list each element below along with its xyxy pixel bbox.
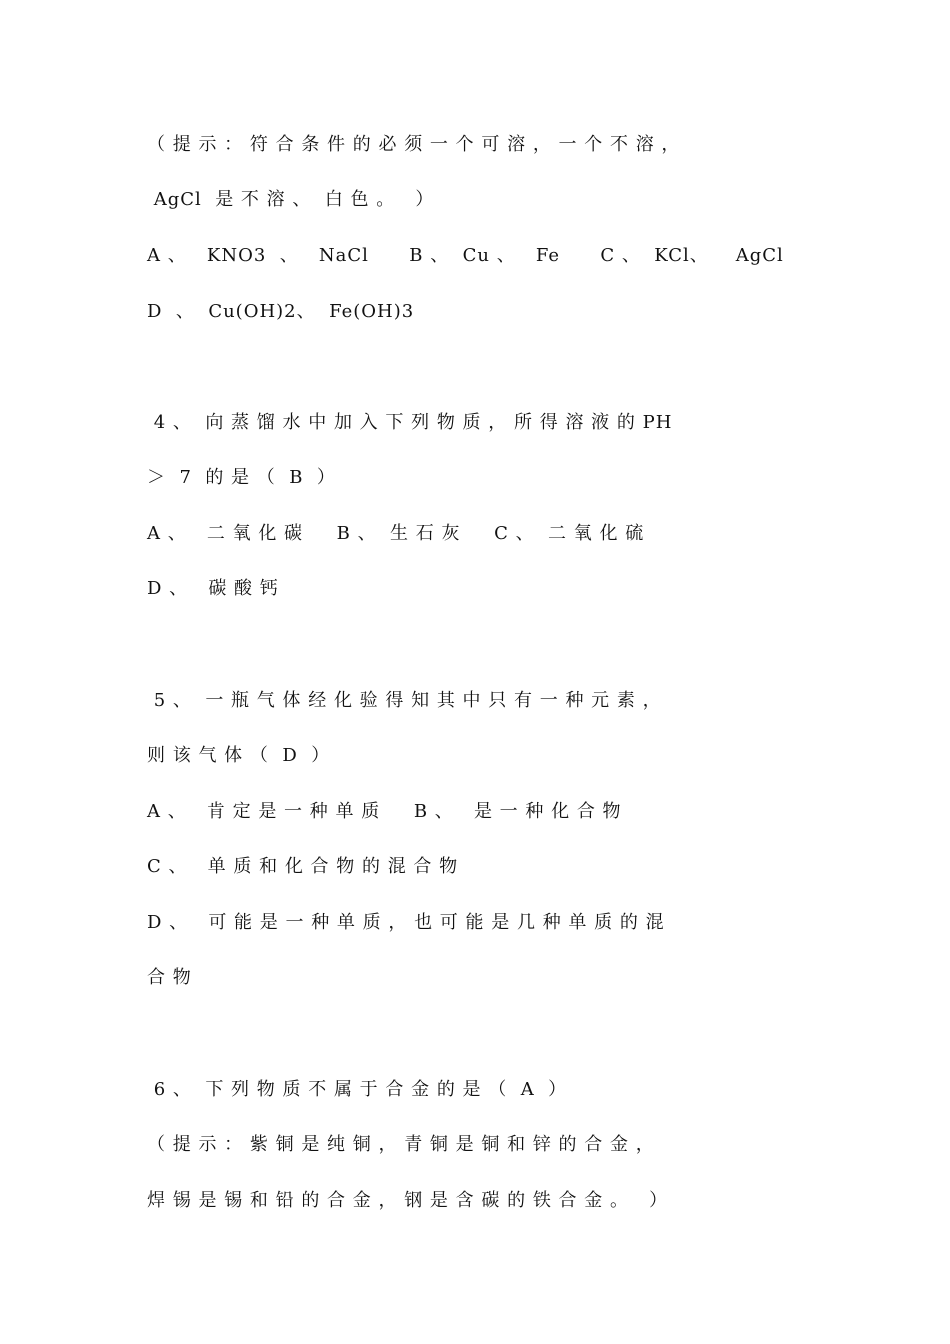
q4-options-abc: A 、 二 氧 化 碳 B 、 生 石 灰 C 、 二 氧 化 硫 bbox=[147, 523, 645, 544]
q5-option-d-line-2: 合 物 bbox=[147, 967, 192, 988]
q5-options-ab: A 、 肯 定 是 一 种 单 质 B 、 是 一 种 化 合 物 bbox=[147, 801, 622, 822]
q5-option-c: C 、 单 质 和 化 合 物 的 混 合 物 bbox=[147, 856, 459, 877]
q5-option-d-line-1: D 、 可 能 是 一 种 单 质 ， 也 可 能 是 几 种 单 质 的 混 bbox=[147, 912, 665, 933]
q4-option-d: D 、 碳 酸 钙 bbox=[147, 578, 279, 599]
q3-option-d: D 、 Cu(OH)2、 Fe(OH)3 bbox=[147, 301, 415, 322]
q5-stem-line-1: 5 、 一 瓶 气 体 经 化 验 得 知 其 中 只 有 一 种 元 素 ， bbox=[147, 690, 662, 711]
q6-hint-line-2: 焊 锡 是 锡 和 铅 的 合 金 ， 钢 是 含 碳 的 铁 合 金 。 ） bbox=[147, 1190, 669, 1211]
q6-hint-line-1: （ 提 示 ： 紫 铜 是 纯 铜 ， 青 铜 是 铜 和 锌 的 合 金 ， bbox=[147, 1134, 655, 1155]
q4-stem-line-2: ＞ 7 的 是 （ B ） bbox=[147, 467, 336, 488]
q3-options-abc: A 、 KNO3 、 NaCl B 、 Cu 、 Fe C 、 KCl、 AgCl bbox=[147, 245, 784, 266]
q5-stem-line-2: 则 该 气 体 （ D ） bbox=[147, 745, 331, 766]
hint-line-1: （ 提 示 ： 符 合 条 件 的 必 须 一 个 可 溶 ， 一 个 不 溶 ， bbox=[147, 134, 681, 155]
q6-stem: 6 、 下 列 物 质 不 属 于 合 金 的 是 （ A ） bbox=[147, 1079, 568, 1100]
hint-line-2: AgCl 是 不 溶 、 白 色 。 ） bbox=[147, 189, 435, 210]
q4-stem-line-1: 4 、 向 蒸 馏 水 中 加 入 下 列 物 质 ， 所 得 溶 液 的 PH bbox=[147, 412, 673, 433]
